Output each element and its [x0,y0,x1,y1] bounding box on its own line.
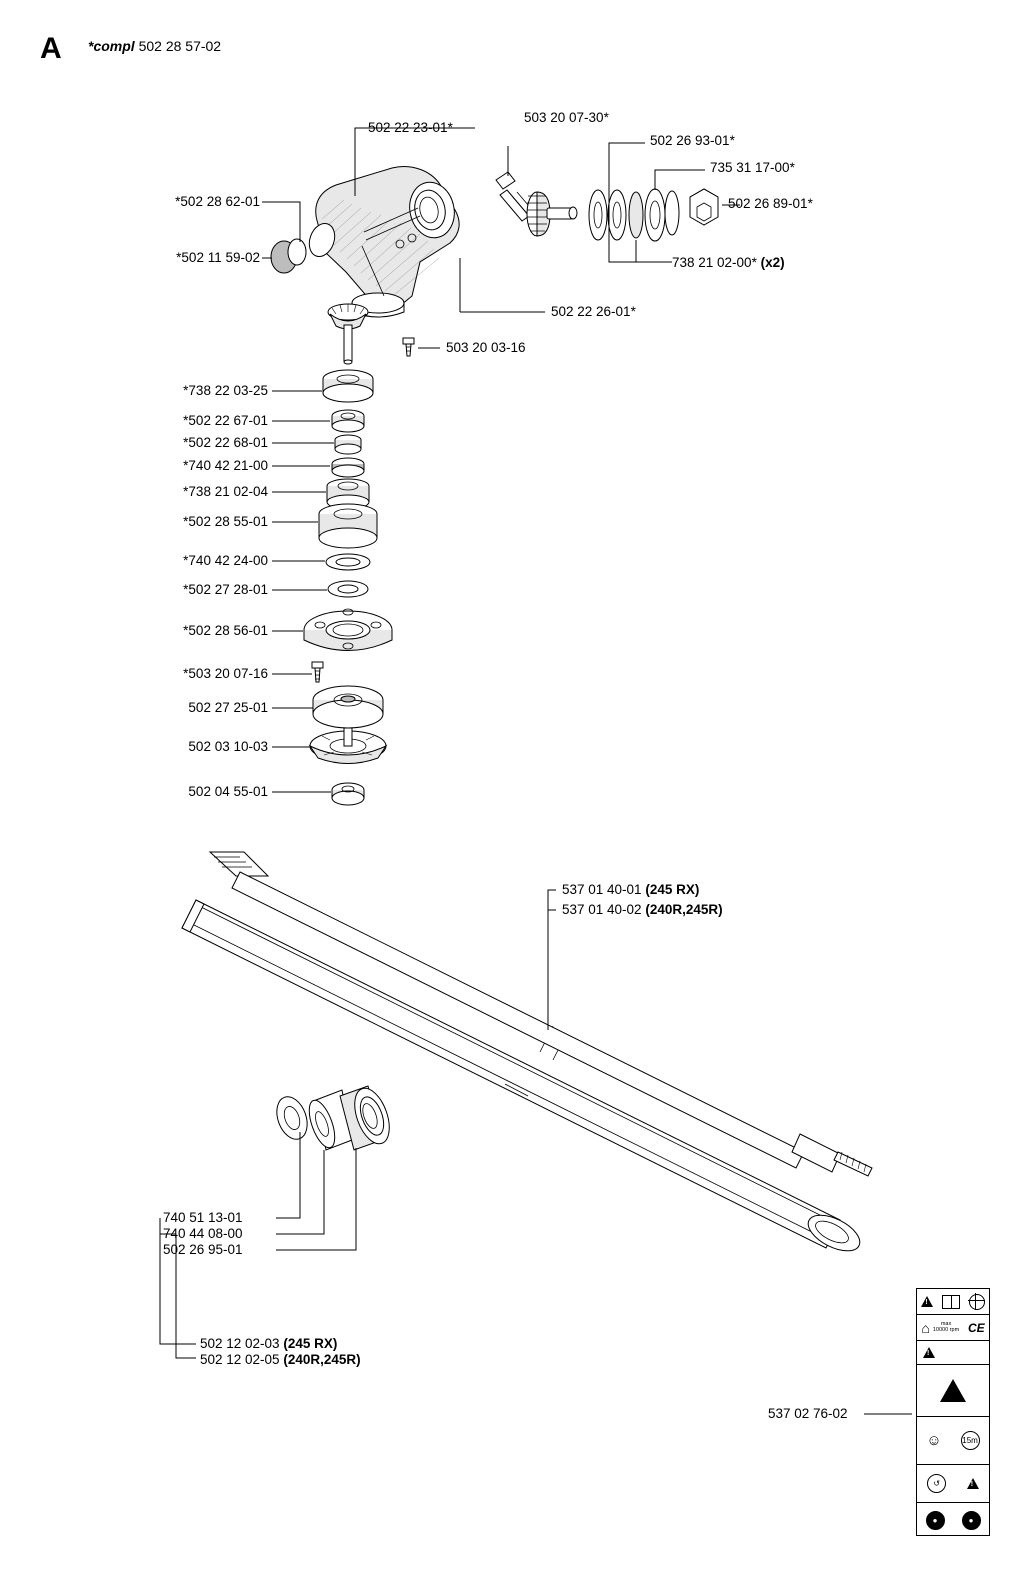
label-coupling-1: 740 44 08-00 [163,1226,243,1241]
pinion-gear-art [527,192,577,236]
label-cap-upper: *502 28 62-01 [175,194,260,209]
label-stack-10: 502 27 25-01 [188,700,268,715]
label-stack-7: *502 27 28-01 [183,582,268,597]
label-stack-9: *503 20 07-16 [183,666,268,681]
label-shaft-1 [562,902,723,919]
distance-circle-icon: 15m [961,1431,980,1450]
ear-protection-icon: ● [926,1511,945,1530]
label-bearing-set: 502 26 93-01* [650,133,735,148]
label-shaft-assembly-0-number: 502 12 02-03 [200,1336,280,1351]
label-shaft-1-number: 537 01 40-02 [562,902,642,917]
label-shaft-1-variant: (240R,245R) [645,902,723,917]
gear-housing-art [305,167,459,317]
decal-row-ppe [917,1503,989,1537]
lower-bevel-gear-art [328,304,368,364]
warning-triangle-icon [921,1296,933,1307]
globe-icon [969,1294,985,1310]
label-shaft-assembly-0 [200,1336,337,1353]
label-bevel-housing: 502 22 23-01* [368,120,453,135]
label-seal: 735 31 17-00* [710,160,795,175]
label-stack-4: *738 21 02-04 [183,484,268,499]
label-nut: 502 26 89-01* [728,196,813,211]
label-coupling-2: 502 26 95-01 [163,1242,243,1257]
compl-number: 502 28 57-02 [138,38,222,54]
warning-triangle-icon-2 [923,1347,935,1358]
manual-book-icon [942,1295,960,1309]
coupling-art [271,1084,396,1151]
label-stack-0: *738 22 03-25 [183,383,268,398]
label-stack-12: 502 04 55-01 [188,784,268,799]
label-stack-3: *740 42 21-00 [183,458,268,473]
decal-row-rpm [917,1315,989,1341]
decal-row-symbols [917,1289,989,1315]
decal-row-warning [917,1341,989,1365]
compl-prefix: *compl [88,38,135,54]
decal-row-operator [917,1417,989,1465]
label-bearings-x2 [672,255,785,272]
rpm-max-label: max [940,1320,952,1327]
bearing-stack-art [589,189,718,241]
shaft-leader-lines [548,890,556,1030]
label-coupling-0: 740 51 13-01 [163,1210,243,1225]
rpm-text [933,1322,959,1334]
label-shaft-assembly-1-number: 502 12 02-05 [200,1352,280,1367]
label-stack-11: 502 03 10-03 [188,739,268,754]
label-cap-lower: *502 11 59-02 [176,250,260,265]
rpm-value-label: 10000 rpm [932,1326,960,1333]
label-stack-2: *502 22 68-01 [183,435,268,450]
rpm-group [921,1320,959,1336]
label-bearings-x2-number: 738 21 02-00* [672,255,757,270]
left-cap-art [271,239,306,273]
label-gear-lower: 502 22 26-01* [551,304,636,319]
label-stack-1: *502 22 67-01 [183,413,268,428]
label-shaft-0 [562,882,699,899]
sheet-letter: A [40,32,62,65]
label-shaft-assembly-1-variant: (240R,245R) [283,1352,361,1367]
operator-figure-icon: ☺ [926,1432,942,1449]
decal-row-thrown-objects [917,1365,989,1417]
label-decal-number: 537 02 76-02 [768,1406,848,1421]
label-bearings-x2-qty: (x2) [760,255,785,270]
label-shaft-0-number: 537 01 40-01 [562,882,642,897]
warning-decal [916,1288,990,1536]
kickback-icon: ↺ [927,1474,946,1493]
label-stack-8: *502 28 56-01 [183,623,268,638]
decal-row-kickback [917,1465,989,1503]
blade-icon: ⌂ [921,1319,930,1336]
small-screw-art [403,338,414,356]
shaft-tube-art [182,852,872,1258]
label-screw-small: 503 20 03-16 [446,340,526,355]
eye-protection-icon: ● [962,1511,981,1530]
kickback-warning-icon [967,1478,979,1489]
label-stack-6: *740 42 24-00 [183,553,268,568]
label-shaft-0-variant: (245 RX) [645,882,700,897]
label-shaft-assembly-1 [200,1352,361,1369]
thrown-objects-warning-icon [940,1379,966,1402]
label-screw-top: 503 20 07-30* [524,110,609,125]
ce-mark: CE [967,1320,985,1335]
stack-leader-lines [272,391,334,792]
label-stack-5: *502 28 55-01 [183,514,268,529]
label-shaft-assembly-0-variant: (245 RX) [283,1336,338,1351]
clutch-stack-art [304,370,392,805]
